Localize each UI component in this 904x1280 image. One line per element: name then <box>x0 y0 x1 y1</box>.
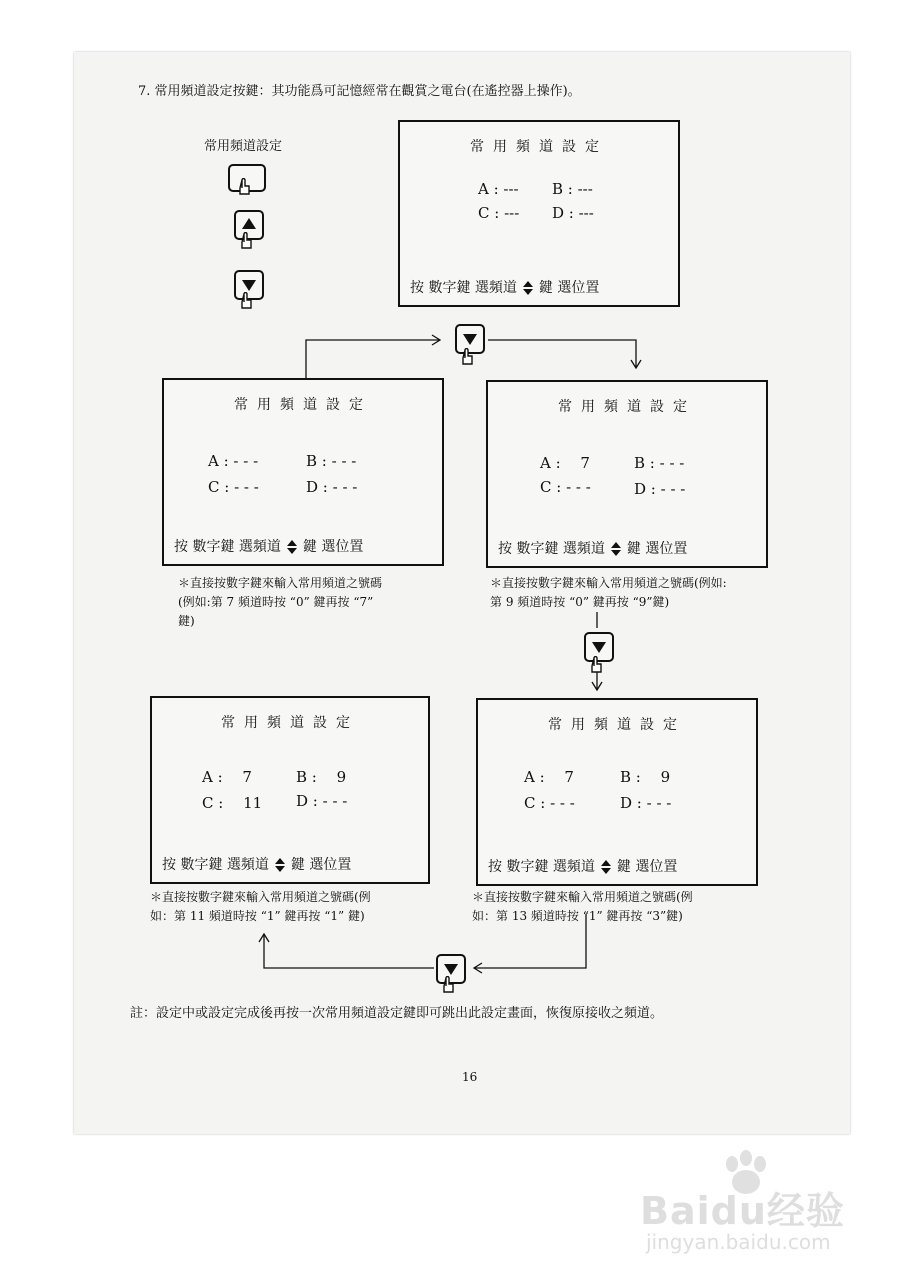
slot-d: D : - - - <box>296 792 348 810</box>
note-step1: ＊直接按數字鍵來輸入常用頻道之號碼 (例如:第 7 頻道時按 “0” 鍵再按 “7” 鍵) <box>178 576 383 628</box>
slot-b: B : - - - <box>634 454 685 472</box>
footer-right: 鍵 選位置 <box>290 857 352 873</box>
screen-footer <box>162 854 351 874</box>
screen-title: 常用頻道設定 <box>234 397 372 413</box>
slot-c: C : --- <box>478 204 520 222</box>
footer-right: 鍵 選位置 <box>538 280 600 296</box>
footer-left: 按 數字鍵 選頻道 <box>162 857 269 873</box>
footer-left: 按 數字鍵 選頻道 <box>410 280 517 296</box>
screen-footer <box>498 538 687 558</box>
screen-footer <box>174 536 363 556</box>
footer-right: 鍵 選位置 <box>626 541 688 557</box>
screen-footer <box>410 277 599 297</box>
screen-footer <box>488 856 677 876</box>
screen-title: 常用頻道設定 <box>221 715 359 731</box>
note-step2: ＊直接按數字鍵來輸入常用頻道之號碼(例如: 第 9 頻道時按 “0” 鍵再按 “9”鍵) <box>490 576 727 609</box>
slot-a: A : 7 <box>202 768 252 786</box>
slot-b: B : - - - <box>306 452 357 470</box>
note-step4: ＊直接按數字鍵來輸入常用頻道之號碼(例 如：第 11 頻道時按 “1” 鍵再按 “1” 鍵) <box>150 890 371 923</box>
screen-title: 常用頻道設定 <box>548 717 686 733</box>
watermark-url: jingyan.baidu.com <box>646 1230 831 1254</box>
slot-c: C : - - - <box>540 478 591 496</box>
up-down-icon <box>611 542 621 556</box>
slot-c: C : - - - <box>208 478 259 496</box>
up-down-icon <box>287 540 297 554</box>
up-down-icon <box>275 858 285 872</box>
finger-press-icon <box>461 348 475 366</box>
footer-note: 註：設定中或設定完成後再按一次常用頻道設定鍵即可跳出此設定畫面，恢復原接收之頻道。 <box>130 1006 664 1021</box>
slot-b: B : --- <box>552 180 593 198</box>
slot-a: A : --- <box>478 180 519 198</box>
up-down-icon <box>523 281 533 295</box>
note-step3: ＊直接按數字鍵來輸入常用頻道之號碼(例 如：第 13 頻道時按 “1” 鍵再按 “3”鍵) <box>472 890 693 923</box>
screen-title: 常用頻道設定 <box>558 399 696 415</box>
setup-screen-step1 <box>162 378 444 566</box>
section-heading: 7. 常用頻道設定按鍵：其功能爲可記憶經常在觀賞之電台(在遙控器上操作)。 <box>138 84 581 99</box>
footer-left: 按 數字鍵 選頻道 <box>498 541 605 557</box>
slot-a: A : - - - <box>208 452 259 470</box>
finger-press-icon <box>590 656 604 674</box>
slot-c: C : 11 <box>202 794 263 812</box>
up-down-icon <box>601 860 611 874</box>
footer-left: 按 數字鍵 選頻道 <box>174 539 281 555</box>
slot-a: A : 7 <box>540 454 590 472</box>
footer-left: 按 數字鍵 選頻道 <box>488 859 595 875</box>
slot-d: D : --- <box>552 204 594 222</box>
slot-d: D : - - - <box>306 478 358 496</box>
slot-d: D : - - - <box>620 794 672 812</box>
watermark-brand: Baidu经验 <box>640 1189 845 1233</box>
slot-a: A : 7 <box>524 768 574 786</box>
slot-b: B : 9 <box>620 768 671 786</box>
slot-b: B : 9 <box>296 768 347 786</box>
finger-press-icon <box>442 976 456 994</box>
footer-right: 鍵 選位置 <box>616 859 678 875</box>
setup-screen-initial <box>398 120 680 307</box>
slot-d: D : - - - <box>634 480 686 498</box>
slot-c: C : - - - <box>524 794 575 812</box>
page-number: 16 <box>462 1070 478 1084</box>
setup-screen-step2 <box>486 380 768 568</box>
setup-screen-step3 <box>476 698 758 886</box>
setup-screen-step4 <box>150 696 430 884</box>
key-label: 常用頻道設定 <box>204 139 283 154</box>
screen-title: 常用頻道設定 <box>470 139 608 155</box>
footer-right: 鍵 選位置 <box>302 539 364 555</box>
